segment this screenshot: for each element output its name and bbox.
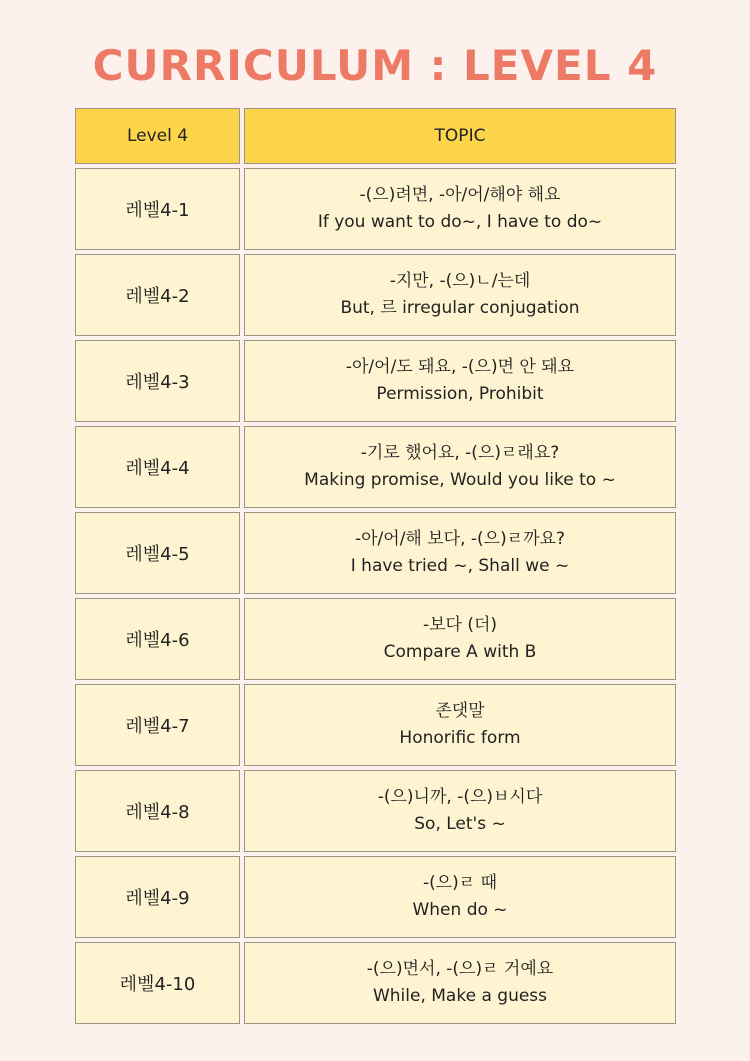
topic-cell [244,168,676,250]
level-cell: 레벨4-9 [75,856,240,938]
curriculum-table [75,108,676,1024]
topic-cell [244,598,676,680]
topic-english: I have tried ~, Shall we ~ [350,556,570,576]
topic-korean: -기로 했어요, -(으)ㄹ래요? [360,443,560,463]
topic-korean: -(으)려면, -아/어/해야 해요 [359,185,561,205]
level-cell: 레벨4-5 [75,512,240,594]
topic-english: When do ~ [412,900,508,920]
topic-cell [244,340,676,422]
topic-english: Making promise, Would you like to ~ [304,470,616,490]
topic-column-header: TOPIC [244,108,676,164]
topic-english: But, 르 irregular conjugation [340,298,580,318]
level-column-header: Level 4 [75,108,240,164]
topic-korean: -지만, -(으)ㄴ/는데 [389,271,531,291]
topic-korean: -보다 (더) [422,615,498,635]
level-cell: 레벨4-2 [75,254,240,336]
level-cell: 레벨4-4 [75,426,240,508]
topic-cell [244,254,676,336]
level-cell: 레벨4-1 [75,168,240,250]
topic-english: Compare A with B [383,642,537,662]
level-cell: 레벨4-3 [75,340,240,422]
topic-english: So, Let's ~ [414,814,506,834]
topic-korean: -아/어/도 돼요, -(으)면 안 돼요 [345,357,575,377]
topic-cell [244,426,676,508]
topic-english: Permission, Prohibit [376,384,544,404]
topic-korean: -(으)니까, -(으)ㅂ시다 [377,787,543,807]
topic-cell [244,684,676,766]
level-cell: 레벨4-6 [75,598,240,680]
level-cell: 레벨4-7 [75,684,240,766]
topic-cell [244,512,676,594]
topic-english: While, Make a guess [372,986,548,1006]
topic-korean: -(으)면서, -(으)ㄹ 거예요 [366,959,554,979]
level-cell: 레벨4-10 [75,942,240,1024]
level-cell: 레벨4-8 [75,770,240,852]
topic-cell [244,856,676,938]
topic-english: Honorific form [399,728,521,748]
page-title: CURRICULUM : LEVEL 4 [92,41,658,90]
topic-cell [244,942,676,1024]
topic-cell [244,770,676,852]
topic-korean: -(으)ㄹ 때 [422,873,498,893]
topic-korean: -아/어/해 보다, -(으)ㄹ까요? [354,529,566,549]
topic-korean: 존댓말 [435,701,485,721]
topic-english: If you want to do~, I have to do~ [317,212,603,232]
